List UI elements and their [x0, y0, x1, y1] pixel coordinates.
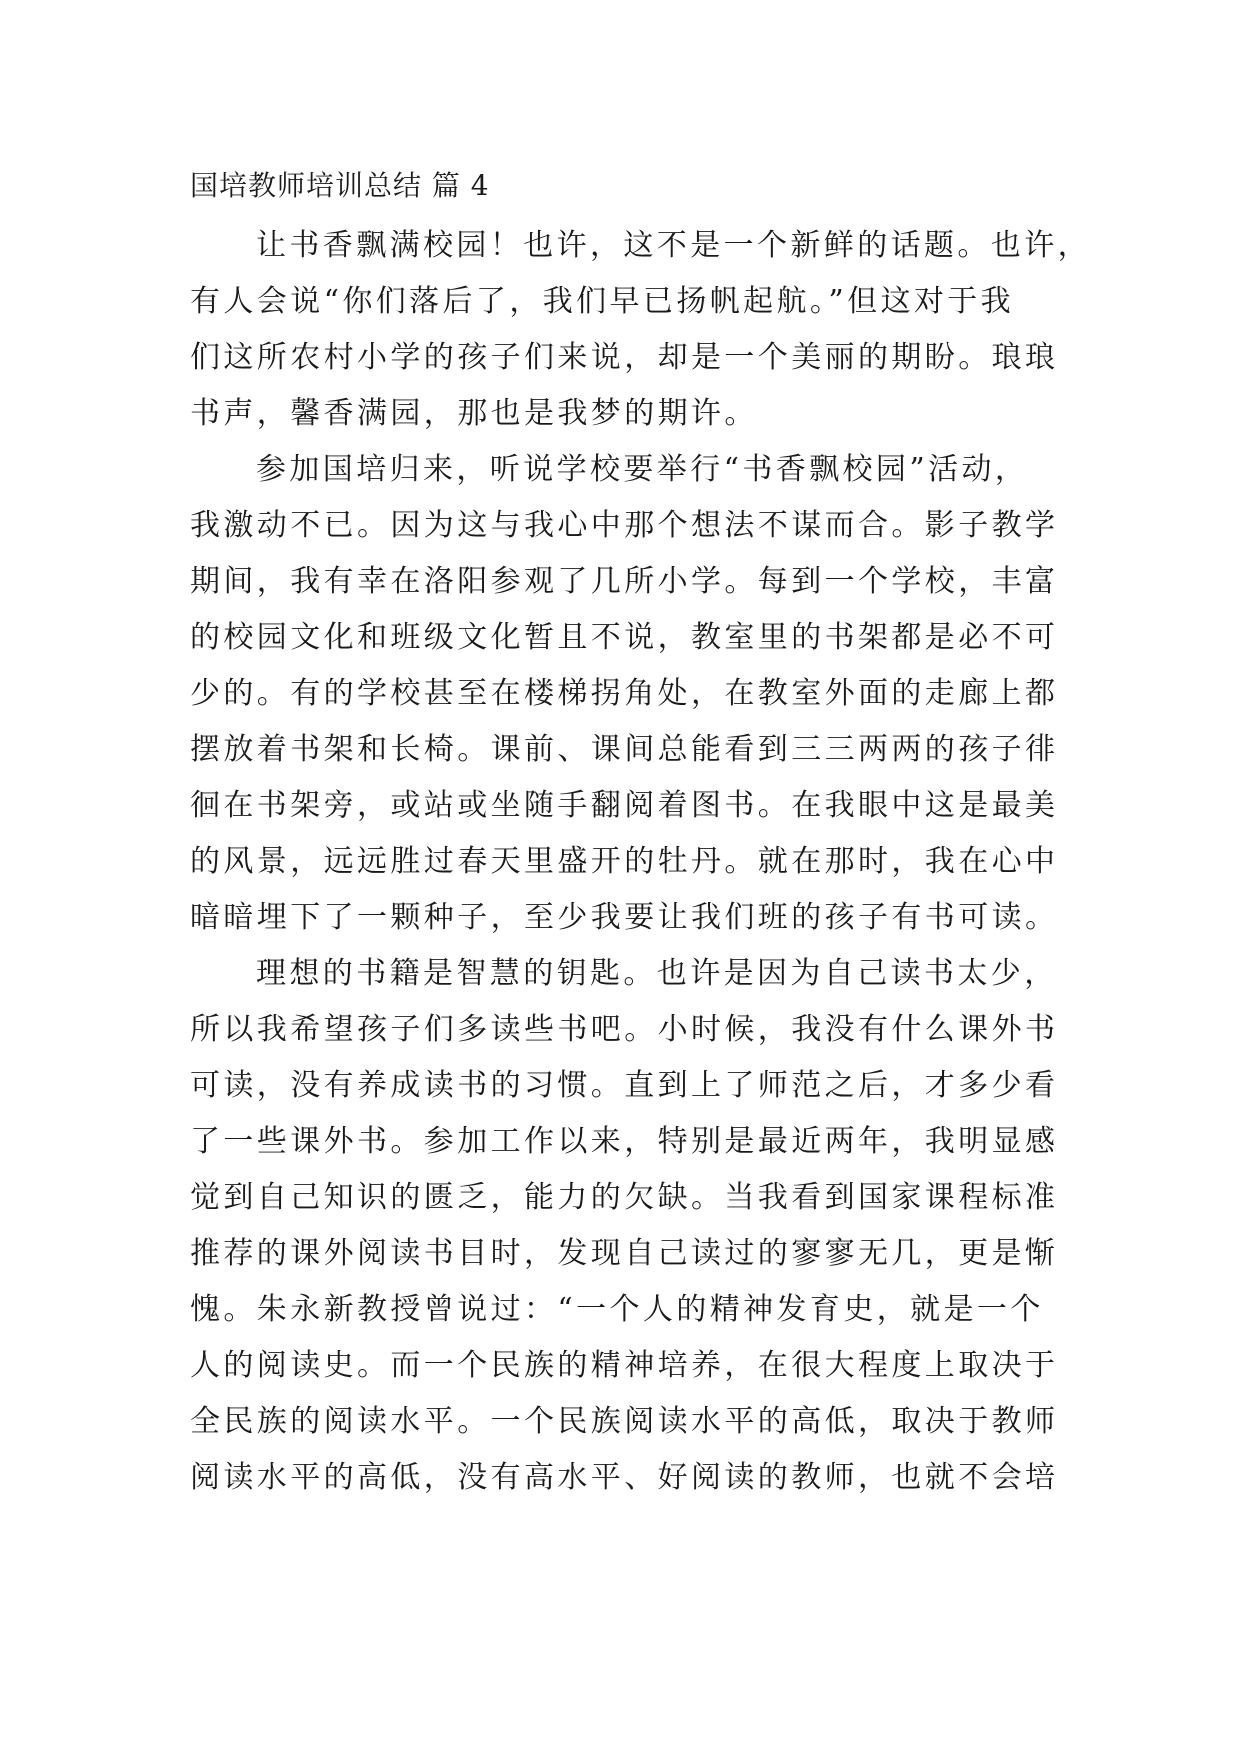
text-line: 了一些课外书。参加工作以来，特别是最近两年，我明显感 — [190, 1124, 1059, 1159]
paragraph-2 — [190, 442, 1059, 946]
document-title: 国培教师培训总结 篇 4 — [190, 169, 490, 202]
text-line: 人的阅读史。而一个民族的精神培养，在很大程度上取决于 — [190, 1348, 1059, 1383]
text-line: 全民族的阅读水平。一个民族阅读水平的高低，取决于教师 — [190, 1404, 1059, 1439]
text-line: 理想的书籍是智慧的钥匙。也许是因为自己读书太少， — [256, 956, 1058, 991]
text-line: 可读，没有养成读书的习惯。直到上了师范之后，才多少看 — [190, 1068, 1059, 1103]
text-line: 的风景，远远胜过春天里盛开的牡丹。就在那时，我在心中 — [190, 844, 1059, 879]
text-line: 徊在书架旁，或站或坐随手翻阅着图书。在我眼中这是最美 — [190, 788, 1059, 823]
paragraph-1 — [190, 218, 1091, 442]
paragraph-3 — [190, 946, 1059, 1506]
text-line: 的校园文化和班级文化暂且不说，教室里的书架都是必不可 — [190, 620, 1059, 655]
text-line: 推荐的课外阅读书目时，发现自己读过的寥寥无几，更是惭 — [190, 1236, 1059, 1271]
text-line: 觉到自己知识的匮乏，能力的欠缺。当我看到国家课程标准 — [190, 1180, 1059, 1215]
text-line: 愧。朱永新教授曾说过：“一个人的精神发育史，就是一个 — [190, 1292, 1044, 1327]
text-line: 让书香飘满校园！也许，这不是一个新鲜的话题。也许， — [256, 228, 1091, 263]
text-line: 我激动不已。因为这与我心中那个想法不谋而合。影子教学 — [190, 508, 1059, 543]
document-body — [190, 218, 1091, 1506]
text-line: 书声，馨香满园，那也是我梦的期许。 — [190, 396, 758, 431]
text-line: 们这所农村小学的孩子们来说，却是一个美丽的期盼。琅琅 — [190, 340, 1059, 375]
text-line: 期间，我有幸在洛阳参观了几所小学。每到一个学校，丰富 — [190, 564, 1059, 599]
text-line: 参加国培归来，听说学校要举行“书香飘校园”活动， — [256, 452, 1029, 487]
text-line: 暗暗埋下了一颗种子，至少我要让我们班的孩子有书可读。 — [190, 900, 1059, 935]
text-line: 少的。有的学校甚至在楼梯拐角处，在教室外面的走廊上都 — [190, 676, 1059, 711]
text-line: 摆放着书架和长椅。课前、课间总能看到三三两两的孩子徘 — [190, 732, 1059, 767]
text-line: 有人会说“你们落后了，我们早已扬帆起航。”但这对于我 — [190, 284, 1015, 319]
text-line: 所以我希望孩子们多读些书吧。小时候，我没有什么课外书 — [190, 1012, 1059, 1047]
text-line: 阅读水平的高低，没有高水平、好阅读的教师，也就不会培 — [190, 1460, 1059, 1495]
